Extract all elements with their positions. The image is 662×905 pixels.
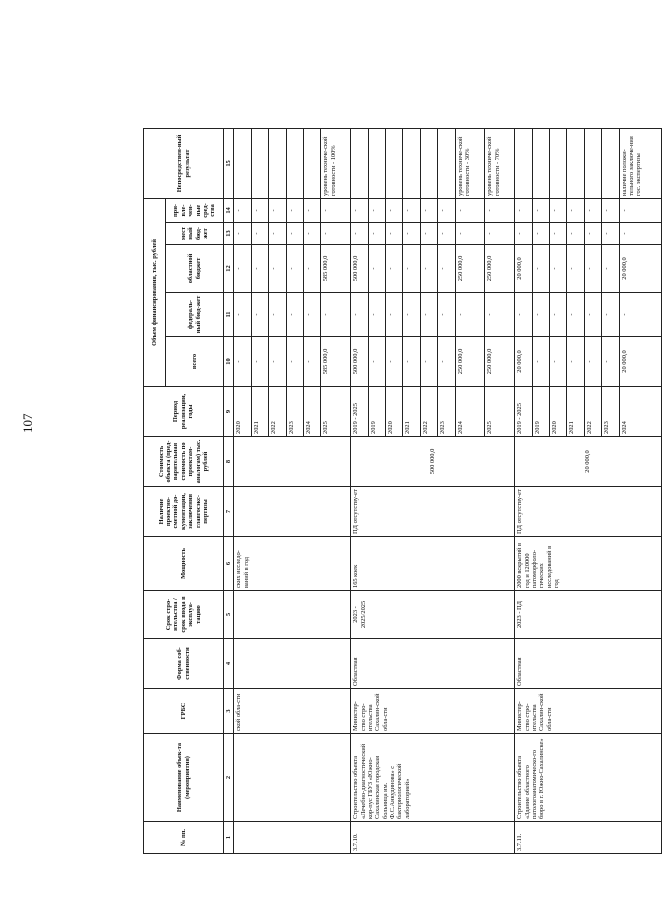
federal-cell: - — [584, 293, 601, 337]
result-cell — [286, 128, 303, 198]
col-number: 9 — [224, 387, 234, 437]
regional-cell: - — [438, 245, 455, 293]
regional-cell: - — [584, 245, 601, 293]
header-funding-group: Объем финансирования, тыс. рублей — [144, 198, 166, 386]
total-cell: - — [286, 337, 303, 387]
object-name-cell — [234, 734, 351, 822]
total-cell: - — [234, 337, 251, 387]
psd-cell — [234, 487, 351, 537]
total-cell: - — [549, 337, 566, 387]
regional-cell: - — [286, 245, 303, 293]
total-cell: - — [385, 337, 402, 387]
attracted-cell: - — [515, 198, 532, 222]
total-cell: - — [420, 337, 437, 387]
regional-cell: 20 000,0 — [515, 245, 532, 293]
total-cell: - — [303, 337, 320, 387]
total-cell: - — [403, 337, 420, 387]
regional-cell: - — [567, 245, 584, 293]
result-cell — [602, 128, 619, 198]
regional-cell: - — [602, 245, 619, 293]
local-cell: - — [251, 223, 268, 245]
header-result: Непосредствен-ный результат — [144, 128, 224, 198]
ownership-cell — [234, 639, 351, 689]
row-num-cell: 3.7.10. — [351, 822, 515, 854]
federal-cell: - — [420, 293, 437, 337]
period-cell: 2022 — [584, 387, 601, 437]
result-cell — [567, 128, 584, 198]
result-cell — [385, 128, 402, 198]
period-cell: 2025 — [321, 387, 351, 437]
federal-cell: - — [567, 293, 584, 337]
federal-cell: - — [455, 293, 485, 337]
attracted-cell: - — [385, 198, 402, 222]
attracted-cell: - — [321, 198, 351, 222]
col-number: 1 — [224, 822, 234, 854]
federal-cell: - — [286, 293, 303, 337]
attracted-cell: - — [420, 198, 437, 222]
header-term: Срок стро-ительства / срок ввода в эксплуа-тацию — [144, 591, 224, 639]
attracted-cell: - — [455, 198, 485, 222]
federal-cell: - — [385, 293, 402, 337]
period-cell: 2021 — [251, 387, 268, 437]
result-cell — [584, 128, 601, 198]
regional-cell: - — [549, 245, 566, 293]
federal-cell: - — [602, 293, 619, 337]
attracted-cell: - — [619, 198, 661, 222]
period-cell: 2024 — [455, 387, 485, 437]
term-cell: 2023 - ПД — [515, 591, 662, 639]
regional-cell: - — [368, 245, 385, 293]
period-cell: 2022 — [269, 387, 286, 437]
federal-cell: - — [549, 293, 566, 337]
attracted-cell: - — [602, 198, 619, 222]
period-cell: 2020 — [234, 387, 251, 437]
rotated-table-wrapper — [143, 129, 662, 854]
total-cell: - — [251, 337, 268, 387]
grbs-cell: Министер-ство стро-ительства Сахалин-ской обла-сти — [515, 689, 662, 734]
object-name-cell: Строительство объекта «Здание областного патологоанатомическо-го бюро в г. Южно-Сахалинске» — [515, 734, 662, 822]
federal-cell: - — [269, 293, 286, 337]
cost-cell — [234, 437, 351, 487]
col-number: 11 — [224, 293, 234, 337]
period-cell: 2020 — [549, 387, 566, 437]
col-number: 3 — [224, 689, 234, 734]
local-cell: - — [602, 223, 619, 245]
attracted-cell: - — [286, 198, 303, 222]
term-cell — [234, 591, 351, 639]
local-cell: - — [269, 223, 286, 245]
local-cell: - — [303, 223, 320, 245]
col-number: 15 — [224, 128, 234, 198]
result-cell: уровень техниче-ской готовности - 30% — [455, 128, 485, 198]
federal-cell: - — [619, 293, 661, 337]
period-cell: 2022 — [420, 387, 437, 437]
total-cell: - — [438, 337, 455, 387]
total-cell: - — [584, 337, 601, 387]
total-cell: - — [567, 337, 584, 387]
federal-cell: - — [321, 293, 351, 337]
result-cell — [303, 128, 320, 198]
local-cell: - — [485, 223, 515, 245]
local-cell: - — [321, 223, 351, 245]
col-number: 6 — [224, 537, 234, 591]
period-cell: 2019 — [532, 387, 549, 437]
header-power: Мощность — [144, 537, 224, 591]
header-attracted: при-вле-чен-ные сред-ства — [166, 198, 224, 222]
total-cell: 20 000,0 — [515, 337, 532, 387]
regional-cell: 20 000,0 — [619, 245, 661, 293]
total-cell: - — [532, 337, 549, 387]
period-cell: 2021 — [403, 387, 420, 437]
period-cell: 2024 — [619, 387, 661, 437]
attracted-cell: - — [234, 198, 251, 222]
regional-cell: 250 000,0 — [455, 245, 485, 293]
header-federal: федераль-ный бюд-жет — [166, 293, 224, 337]
regional-cell: - — [420, 245, 437, 293]
local-cell: - — [455, 223, 485, 245]
col-number: 8 — [224, 437, 234, 487]
federal-cell: - — [368, 293, 385, 337]
result-cell — [549, 128, 566, 198]
regional-cell: 585 000,0 — [321, 245, 351, 293]
regional-cell: 250 000,0 — [485, 245, 515, 293]
result-cell: наличие положи-тельного заключе-ния гос. экспертизы — [619, 128, 661, 198]
header-period: Период реализации, годы — [144, 387, 224, 437]
period-cell: 2024 — [303, 387, 320, 437]
federal-cell: - — [438, 293, 455, 337]
total-cell: - — [368, 337, 385, 387]
federal-cell: - — [351, 293, 368, 337]
period-cell: 2025 — [485, 387, 515, 437]
period-cell: 2019 — [368, 387, 385, 437]
local-cell: - — [403, 223, 420, 245]
local-cell: - — [619, 223, 661, 245]
header-grbs: ГРБС — [144, 689, 224, 734]
local-cell: - — [549, 223, 566, 245]
attracted-cell: - — [351, 198, 368, 222]
result-cell — [269, 128, 286, 198]
period-cell: 2023 — [602, 387, 619, 437]
result-cell: уровень техниче-ской готовности - 100% — [321, 128, 351, 198]
regional-cell: 500 000,0 — [351, 245, 368, 293]
regional-cell: - — [234, 245, 251, 293]
psd-cell: ПД отсутству-ет — [515, 487, 662, 537]
federal-cell: - — [515, 293, 532, 337]
local-cell: - — [368, 223, 385, 245]
attracted-cell: - — [584, 198, 601, 222]
result-cell — [234, 128, 251, 198]
result-cell: уровень техниче-ской готовности - 70% — [485, 128, 515, 198]
col-number: 4 — [224, 639, 234, 689]
local-cell: - — [532, 223, 549, 245]
period-cell: 2019 - 2025 — [515, 387, 532, 437]
attracted-cell: - — [549, 198, 566, 222]
regional-cell: - — [532, 245, 549, 293]
header-total: всего — [166, 337, 224, 387]
result-cell — [403, 128, 420, 198]
term-cell: 2023 - 2025/2025 — [351, 591, 515, 639]
attracted-cell: - — [269, 198, 286, 222]
header-num: № пп. — [144, 822, 224, 854]
attracted-cell: - — [403, 198, 420, 222]
header-cost: Стоимость объекта (пред-варительная стоимость по проектам-аналогам) тыс. рублей — [144, 437, 224, 487]
grbs-cell: ской обла-сти — [234, 689, 351, 734]
col-number: 5 — [224, 591, 234, 639]
result-cell — [438, 128, 455, 198]
total-cell: 20 000,0 — [619, 337, 661, 387]
local-cell: - — [234, 223, 251, 245]
period-cell: 2021 — [567, 387, 584, 437]
header-local: мест ный бюд-жет — [166, 223, 224, 245]
federal-cell: - — [303, 293, 320, 337]
attracted-cell: - — [485, 198, 515, 222]
regional-cell: - — [269, 245, 286, 293]
cost-cell: 500 000,0 — [351, 437, 515, 487]
federal-cell: - — [403, 293, 420, 337]
result-cell — [532, 128, 549, 198]
total-cell: 585 000,0 — [321, 337, 351, 387]
regional-cell: - — [251, 245, 268, 293]
col-number: 2 — [224, 734, 234, 822]
grbs-cell: Министер-ство стро-ительства Сахалин-ской обла-сти — [351, 689, 515, 734]
power-cell: 165 коек — [351, 537, 515, 591]
col-number: 10 — [224, 337, 234, 387]
power-cell: ских исследо-ваний в год — [234, 537, 351, 591]
power-cell: 2000 вскрытий в год и 120000 патоморфоло-гических исследований в год — [515, 537, 662, 591]
local-cell: - — [584, 223, 601, 245]
attracted-cell: - — [532, 198, 549, 222]
result-cell — [515, 128, 532, 198]
total-cell: 250 000,0 — [455, 337, 485, 387]
header-regional: областной бюджет — [166, 245, 224, 293]
investment-table — [143, 128, 662, 854]
regional-cell: - — [403, 245, 420, 293]
attracted-cell: - — [251, 198, 268, 222]
ownership-cell: Областная — [515, 639, 662, 689]
local-cell: - — [286, 223, 303, 245]
federal-cell: - — [485, 293, 515, 337]
attracted-cell: - — [303, 198, 320, 222]
cost-cell: 20 000,0 — [515, 437, 662, 487]
local-cell: - — [515, 223, 532, 245]
total-cell: 250 000,0 — [485, 337, 515, 387]
local-cell: - — [420, 223, 437, 245]
psd-cell: ПД отсутству-ет — [351, 487, 515, 537]
col-number: 12 — [224, 245, 234, 293]
total-cell: - — [269, 337, 286, 387]
regional-cell: - — [385, 245, 402, 293]
local-cell: - — [385, 223, 402, 245]
row-num-cell — [234, 822, 351, 854]
federal-cell: - — [234, 293, 251, 337]
result-cell — [420, 128, 437, 198]
row-num-cell: 3.7.11. — [515, 822, 662, 854]
period-cell: 2023 — [438, 387, 455, 437]
col-number: 13 — [224, 223, 234, 245]
header-ownership: Форма соб-ственности — [144, 639, 224, 689]
object-name-cell: Строительство объекта «Лечебно-диагностический кор-пус ГБУЗ «Южно-Сахалинская городская больница им. Ф.С.Анкудинова» с бактериологической лабораторией» — [351, 734, 515, 822]
attracted-cell: - — [567, 198, 584, 222]
federal-cell: - — [251, 293, 268, 337]
period-cell: 2019 - 2025 — [351, 387, 368, 437]
period-cell: 2023 — [286, 387, 303, 437]
attracted-cell: - — [368, 198, 385, 222]
header-psd: Наличие проектно-сметной до-кументации, заключения главгосэкс-пертизы — [144, 487, 224, 537]
period-cell: 2020 — [385, 387, 402, 437]
col-number: 14 — [224, 198, 234, 222]
page-number: 107 — [20, 413, 35, 433]
result-cell — [251, 128, 268, 198]
local-cell: - — [351, 223, 368, 245]
attracted-cell: - — [438, 198, 455, 222]
header-name: Наименование объек-та (мероприятия) — [144, 734, 224, 822]
total-cell: - — [602, 337, 619, 387]
result-cell — [368, 128, 385, 198]
federal-cell: - — [532, 293, 549, 337]
local-cell: - — [567, 223, 584, 245]
regional-cell: - — [303, 245, 320, 293]
ownership-cell: Областная — [351, 639, 515, 689]
local-cell: - — [438, 223, 455, 245]
total-cell: 500 000,0 — [351, 337, 368, 387]
result-cell — [351, 128, 368, 198]
col-number: 7 — [224, 487, 234, 537]
